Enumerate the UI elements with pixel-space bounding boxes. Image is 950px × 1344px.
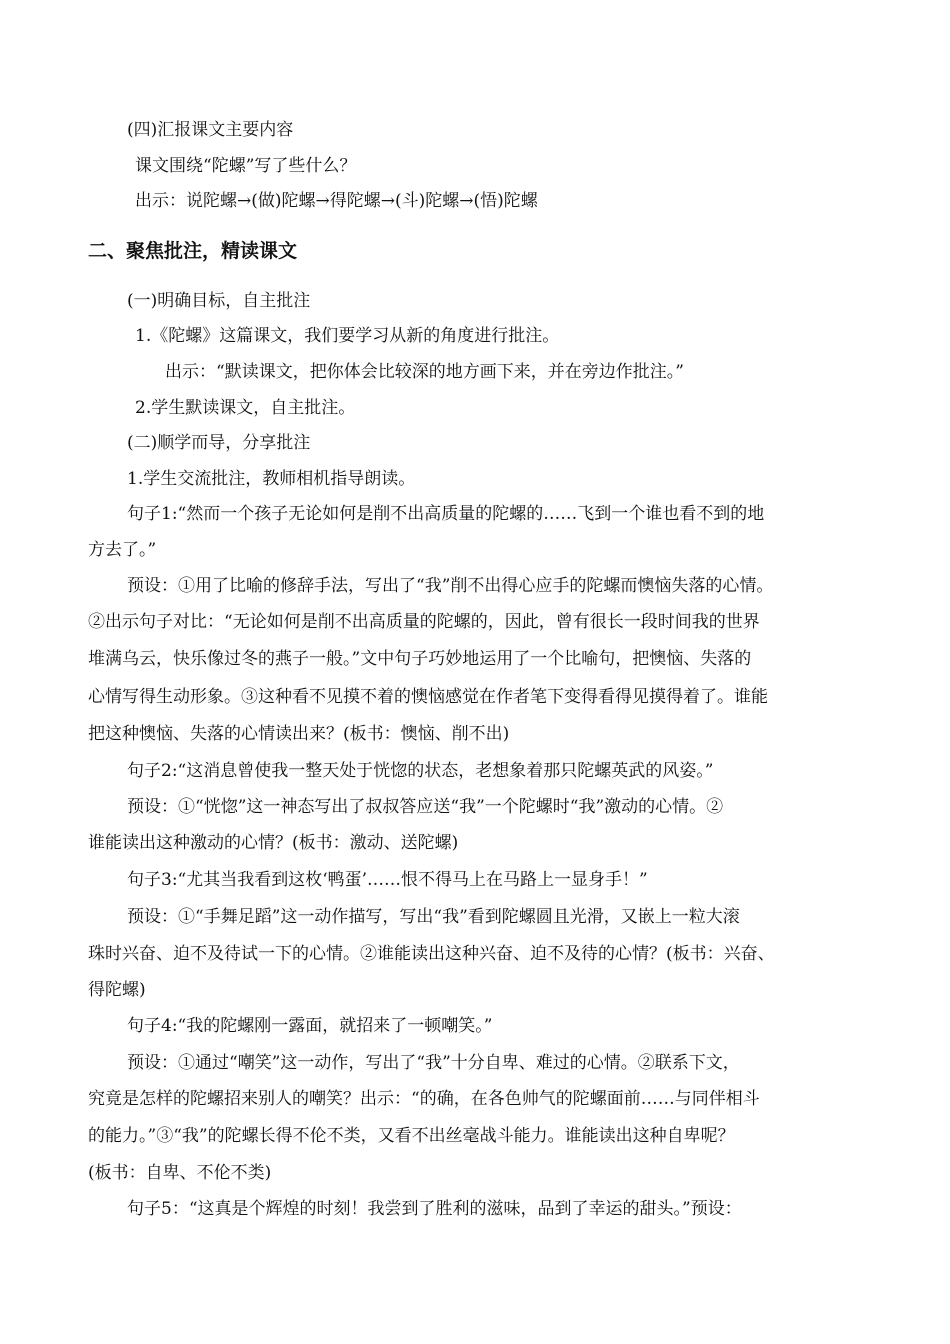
section-question: 课文围绕“陀螺”写了些什么？	[135, 156, 357, 176]
body-line: 究竟是怎样的陀螺招来别人的嘲笑？出示：“的确，在各色帅气的陀螺面前……与同伴相斗	[88, 1089, 760, 1109]
body-line: 把这种懊恼、失落的心情读出来？(板书：懊恼、削不出)	[88, 724, 510, 744]
body-line: 句子3:“尤其当我看到这枚‘鸭蛋’……恨不得马上在马路上一显身手！”	[127, 870, 648, 890]
body-line: 得陀螺)	[88, 980, 146, 1000]
body-line: 预设：①通过“嘲笑”这一动作，写出了“我”十分自卑、难过的心情。②联系下文，	[127, 1053, 740, 1073]
body-line: 预设：①“手舞足蹈”这一动作描写，写出“我”看到陀螺圆且光滑，又嵌上一粒大滚	[127, 907, 740, 927]
subsection-item: 1.《陀螺》这篇课文，我们要学习从新的角度进行批注。	[135, 326, 560, 346]
body-line: 句子4:“我的陀螺刚一露面，就招来了一顿嘲笑。”	[127, 1016, 493, 1036]
body-line: 珠时兴奋、迫不及待试一下的心情。②谁能读出这种兴奋、迫不及待的心情？(板书：兴奋、	[88, 944, 775, 964]
subsection-title: (二)顺学而导，分享批注	[127, 433, 311, 453]
subsection-item: 1.学生交流批注，教师相机指导朗读。	[127, 469, 416, 489]
body-line: 句子1:“然而一个孩子无论如何是削不出高质量的陀螺的……飞到一个谁也看不到的地	[127, 504, 765, 524]
body-line: 句子5：“这真是个辉煌的时刻！我尝到了胜利的滋味，品到了幸运的甜头。”预设：	[127, 1199, 742, 1219]
body-line: 预设：①用了比喻的修辞手法，写出了“我”削不出得心应手的陀螺而懊恼失落的心情。	[127, 576, 774, 596]
subsection-item: 2.学生默读课文，自主批注。	[135, 398, 356, 418]
body-line: 心情写得生动形象。③这种看不见摸不着的懊恼感觉在作者笔下变得看得见摸得着了。谁能	[88, 687, 768, 707]
body-line: 方去了。”	[88, 540, 157, 560]
subsection-title: (一)明确目标，自主批注	[127, 291, 311, 311]
body-line: (板书：自卑、不伦不类)	[88, 1163, 272, 1183]
body-line: 谁能读出这种激动的心情？(板书：激动、送陀螺)	[88, 833, 459, 853]
body-line: 句子2:“这消息曾使我一整天处于恍惚的状态，老想象着那只陀螺英武的风姿。”	[127, 761, 714, 781]
body-line: 的能力。”③“我”的陀螺长得不伦不类，又看不出丝毫战斗能力。谁能读出这种自卑呢？	[88, 1126, 735, 1146]
part-heading: 二、聚焦批注，精读课文	[88, 240, 298, 262]
body-line: 预设：①“恍惚”这一神态写出了叔叔答应送“我”一个陀螺时“我”激动的心情。②	[127, 797, 724, 817]
body-line: 堆满乌云，快乐像过冬的燕子一般。”文中句子巧妙地运用了一个比喻句，把懊恼、失落的	[88, 649, 752, 669]
section-title: (四)汇报课文主要内容	[127, 120, 294, 140]
section-show-sequence: 出示：说陀螺→(做)陀螺→得陀螺→(斗)陀螺→(悟)陀螺	[135, 191, 538, 211]
body-line: ②出示句子对比：“无论如何是削不出高质量的陀螺的，因此，曾有很长一段时间我的世界	[88, 612, 760, 632]
subsection-show: 出示：“默读课文，把你体会比较深的地方画下来，并在旁边作批注。”	[165, 362, 684, 382]
